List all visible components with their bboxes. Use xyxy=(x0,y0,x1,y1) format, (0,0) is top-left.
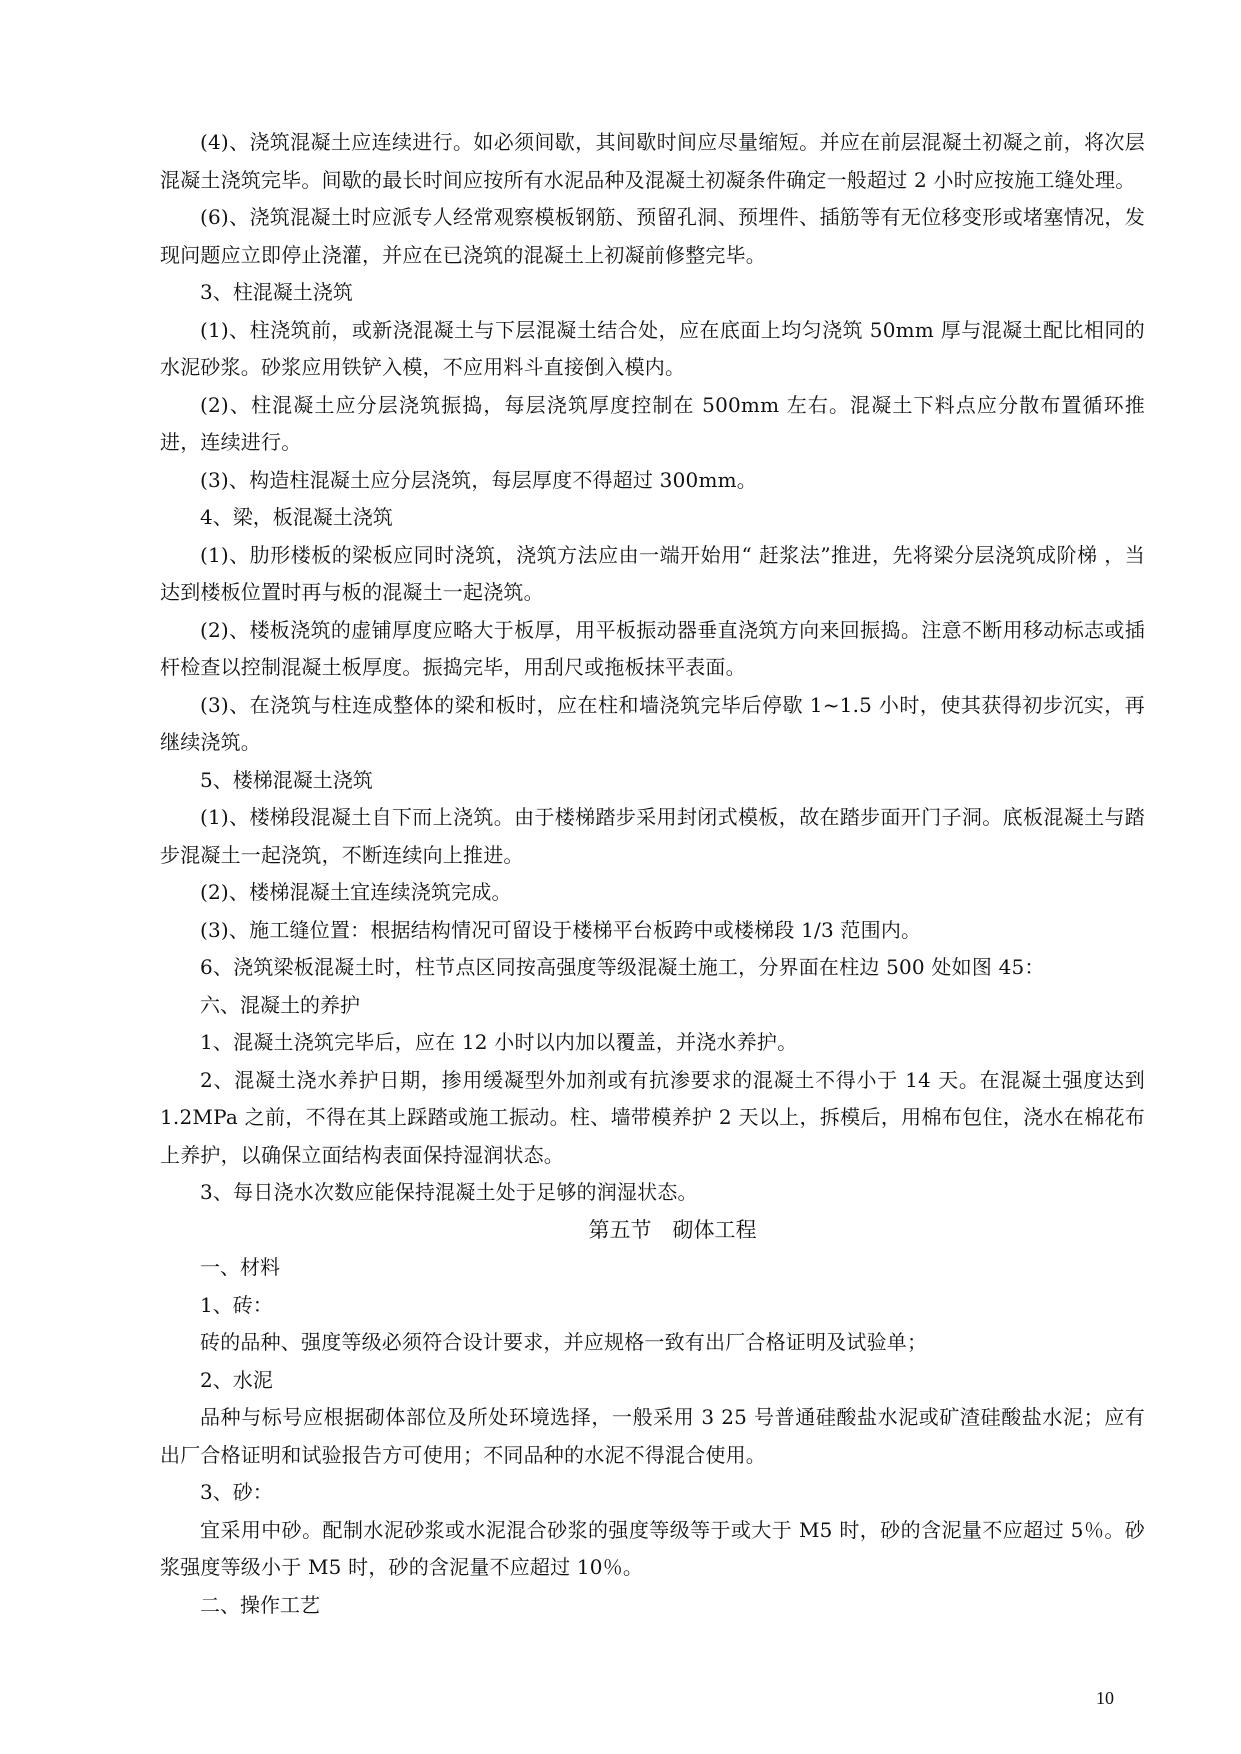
heading-stair-pouring: 5、楼梯混凝土浇筑 xyxy=(200,767,373,792)
paragraph-column-1: (1)、柱浇筑前，或新浇混凝土与下层混凝土结合处，应在底面上均匀浇筑 50mm 厚与混凝土配比相同的水泥砂浆。砂浆应用铁铲入模，不应用料斗直接倒入模内。 xyxy=(160,317,1145,379)
heading-curing: 六、混凝土的养护 xyxy=(200,992,360,1017)
paragraph-beam-2: (2)、楼板浇筑的虚铺厚度应略大于板厚，用平板振动器垂直浇筑方向来回振捣。注意不断用移动标志或插杆检查以控制混凝土板厚度。振捣完毕，用刮尺或拖板抹平表面。 xyxy=(160,617,1145,679)
paragraph-curing-1: 1、混凝土浇筑完毕后，应在 12 小时以内加以覆盖，并浇水养护。 xyxy=(200,1030,798,1054)
paragraph-curing-2: 2、混凝土浇水养护日期，掺用缓凝型外加剂或有抗渗要求的混凝土不得小于 14 天。在混凝土强度达到 1.2MPa 之前，不得在其上踩踏或施工振动。柱、墙带模养护 2 天以上，拆模后，用棉布包住，浇水在棉花布上养护，以确保立面结构表面保持湿润状态。 xyxy=(160,1067,1145,1167)
heading-beam-slab-pouring: 4、梁，板混凝土浇筑 xyxy=(200,505,393,529)
paragraph-stair-2: (2)、楼梯混凝土宜连续浇筑完成。 xyxy=(200,880,512,904)
paragraph-node-zone: 6、浇筑梁板混凝土时，柱节点区同按高强度等级混凝土施工，分界面在柱边 500 处如图 45： xyxy=(200,955,1045,979)
paragraph-pouring-continuous: (4)、浇筑混凝土应连续进行。如必须间歇，其间歇时间应尽量缩短。并应在前层混凝土初凝之前，将次层混凝土浇筑完毕。间歇的最长时间应按所有水泥品种及混凝土初凝条件确定一般超过 2 小时应按施工缝处理。 xyxy=(160,130,1145,192)
paragraph-column-3: (3)、构造柱混凝土应分层浇筑，每层厚度不得超过 300mm。 xyxy=(200,467,757,492)
paragraph-beam-1: (1)、肋形楼板的梁板应同时浇筑，浇筑方法应由一端开始用“ 赶浆法”推进，先将梁分层浇筑成阶梯 ，当达到楼板位置时再与板的混凝土一起浇筑。 xyxy=(160,542,1145,604)
paragraph-sand: 宜采用中砂。配制水泥砂浆或水泥混合砂浆的强度等级等于或大于 M5 时，砂的含泥量不应超过 5％。砂浆强度等级小于 M5 时，砂的含泥量不应超过 10％。 xyxy=(160,1517,1145,1579)
heading-sand: 3、砂： xyxy=(200,1480,273,1504)
paragraph-beam-3: (3)、在浇筑与柱连成整体的梁和板时，应在柱和墙浇筑完毕后停歇 1~1.5 小时，使其获得初步沉实，再继续浇筑。 xyxy=(160,692,1145,754)
paragraph-column-2: (2)、柱混凝土应分层浇筑振捣，每层浇筑厚度控制在 500mm 左右。混凝土下料点应分散布置循环推进，连续进行。 xyxy=(160,392,1145,454)
paragraph-brick: 砖的品种、强度等级必须符合设计要求，并应规格一致有出厂合格证明及试验单； xyxy=(200,1330,928,1354)
heading-materials: 一、材料 xyxy=(200,1255,280,1279)
section-title: 第五节 砌体工程 xyxy=(588,1217,757,1242)
paragraph-cement: 品种与标号应根据砌体部位及所处环境选择，一般采用 3 25 号普通硅酸盐水泥或矿渣硅酸盐水泥；应有出厂合格证明和试验报告方可使用；不同品种的水泥不得混合使用。 xyxy=(160,1405,1145,1467)
paragraph-pouring-observation: (6)、浇筑混凝土时应派专人经常观察模板钢筋、预留孔洞、预埋件、插筋等有无位移变形或堵塞情况，发现问题应立即停止浇灌，并应在已浇筑的混凝土上初凝前修整完毕。 xyxy=(160,205,1145,267)
heading-operation-process: 二、操作工艺 xyxy=(200,1592,320,1617)
heading-cement: 2、水泥 xyxy=(200,1367,273,1392)
paragraph-stair-3: (3)、施工缝位置：根据结构情况可留设于楼梯平台板跨中或楼梯段 1/3 范围内。 xyxy=(200,917,922,942)
heading-column-pouring: 3、柱混凝土浇筑 xyxy=(200,280,353,304)
page-number: 10 xyxy=(1096,1688,1114,1708)
paragraph-stair-1: (1)、楼梯段混凝土自下而上浇筑。由于楼梯踏步采用封闭式模板，故在踏步面开门子洞。底板混凝土与踏步混凝土一起浇筑，不断连续向上推进。 xyxy=(160,805,1145,867)
paragraph-curing-3: 3、每日浇水次数应能保持混凝土处于足够的润湿状态。 xyxy=(200,1180,698,1204)
heading-brick: 1、砖： xyxy=(200,1292,273,1317)
